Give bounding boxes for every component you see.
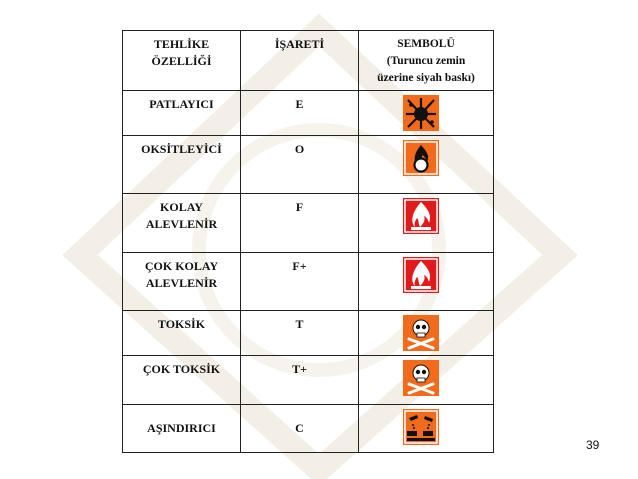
- table-row: [123, 405, 494, 453]
- row-symbol: [359, 311, 494, 356]
- row-sign: F: [241, 194, 359, 253]
- explosive-icon: [403, 95, 439, 131]
- row-symbol: [359, 253, 494, 311]
- corrosive-icon: [403, 409, 439, 445]
- row-sign: T: [241, 311, 359, 356]
- row-sign: F+: [241, 253, 359, 311]
- highly-flammable-icon: [403, 257, 439, 293]
- header-property: TEHLİKE ÖZELLİĞİ: [123, 31, 241, 91]
- row-property: KOLAY ALEVLENİR: [123, 194, 241, 253]
- row-symbol: [359, 91, 494, 136]
- table-row: [123, 311, 494, 356]
- header-sign: İŞARETİ: [241, 31, 359, 91]
- row-sign: T+: [241, 356, 359, 405]
- row-symbol: [359, 194, 494, 253]
- row-sign: O: [241, 136, 359, 194]
- table-row: [123, 194, 494, 253]
- flammable-icon: [403, 198, 439, 234]
- row-property: PATLAYICI: [123, 91, 241, 136]
- table-row: [123, 91, 494, 136]
- row-symbol: [359, 136, 494, 194]
- very-toxic-icon: [403, 360, 439, 396]
- row-sign: E: [241, 91, 359, 136]
- header-symbol: SEMBOLÜ (Turuncu zemin üzerine siyah baskı): [359, 31, 494, 91]
- page-number: 39: [586, 438, 600, 452]
- toxic-icon: [403, 315, 439, 351]
- row-property: ÇOK TOKSİK: [123, 356, 241, 405]
- hazard-table: [122, 30, 494, 453]
- table-row: [123, 253, 494, 311]
- table-row: [123, 356, 494, 405]
- row-property: OKSİTLEYİCİ: [123, 136, 241, 194]
- oxidizing-icon: [403, 140, 439, 176]
- table-row: [123, 136, 494, 194]
- row-property: TOKSİK: [123, 311, 241, 356]
- header-row: [123, 31, 494, 91]
- row-symbol: [359, 405, 494, 453]
- row-property: AŞINDIRICI: [123, 405, 241, 453]
- row-sign: C: [241, 405, 359, 453]
- row-symbol: [359, 356, 494, 405]
- row-property: ÇOK KOLAY ALEVLENİR: [123, 253, 241, 311]
